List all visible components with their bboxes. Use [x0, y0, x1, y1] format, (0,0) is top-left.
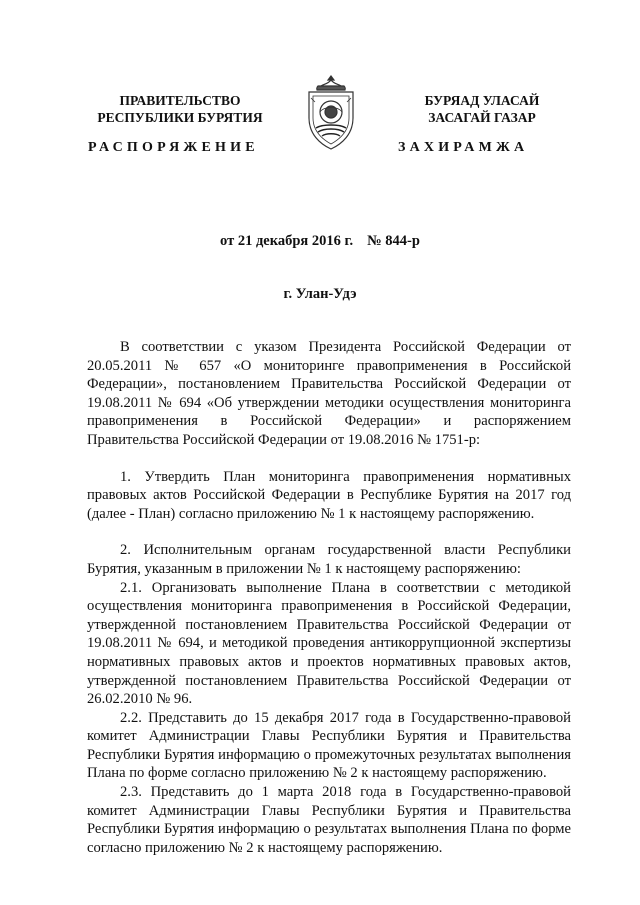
document-city: г. Улан-Удэ — [283, 286, 357, 302]
header-right-line2: ЗАСАГАЙ ГАЗАР — [428, 110, 536, 125]
header-left-line1: ПРАВИТЕЛЬСТВО — [119, 93, 241, 108]
item-2-2-paragraph: 2.2. Представить до 15 декабря 2017 года в Государственно-правовой комитет Администрации Главы Республики Бурятия и Правительства Республики Бурятия информацию о промежуточных результатах выполнения Плана по форме согласно приложению № 2 к настоящему распоряжению. — [87, 709, 571, 782]
document-type-ru: РАСПОРЯЖЕНИЕ — [88, 140, 259, 155]
document-number: № 844-р — [367, 233, 420, 249]
header-right-line1: БУРЯАД УЛАСАЙ — [424, 93, 540, 108]
header-left-line2: РЕСПУБЛИКИ БУРЯТИЯ — [97, 110, 263, 125]
preamble-paragraph: В соответствии с указом Президента Российской Федерации от 20.05.2011 № 657 «О мониторинге правоприменения в Российской Федерации», постановлением Правительства Российской Федерации от 19.08.2011 № 694 «Об утверждении методики осуществления мониторинга правоприменения в Российской Федерации» и распоряжением Правительства Российской Федерации от 19.08.2016 № 1751-р: — [87, 339, 571, 448]
coat-of-arms-emblem — [300, 72, 362, 152]
item-2-3-paragraph: 2.3. Представить до 1 марта 2018 года в Государственно-правовой комитет Администрации Главы Республики Бурятия и Правительства Республики Бурятия информацию о результатах выполнения Плана по форме согласно приложению № 2 к настоящему распоряжению. — [87, 784, 571, 856]
item-2-1-paragraph: 2.1. Организовать выполнение Плана в соответствии с методикой осуществления мониторинга правоприменения в Российской Федерации, утвержденной постановлением Правительства Российской Федерации от 19.08.2011 № 694, и методикой проведения антикоррупционной экспертизы нормативных правовых актов и проектов нормативных правовых актов, утвержденной постановлением Правительства Российской Федерации от 26.02.2010 № 96. — [87, 579, 571, 708]
document-type-bua: ЗАХИРАМЖА — [398, 140, 529, 155]
document-body — [87, 338, 571, 857]
item-1-paragraph: 1. Утвердить План мониторинга правоприменения нормативных правовых актов Российской Федерации в Республике Бурятия на 2017 год (далее - План) согласно приложению № 1 к настоящему распоряжению. — [87, 468, 571, 522]
date-number-line — [0, 233, 640, 250]
header-right — [372, 92, 592, 126]
item-2-paragraph: 2. Исполнительным органам государственной власти Республики Бурятия, указанным в приложении № 1 к настоящему распоряжению: — [87, 542, 571, 577]
document-date: от 21 декабря 2016 г. — [220, 233, 354, 249]
header-left — [70, 92, 290, 126]
